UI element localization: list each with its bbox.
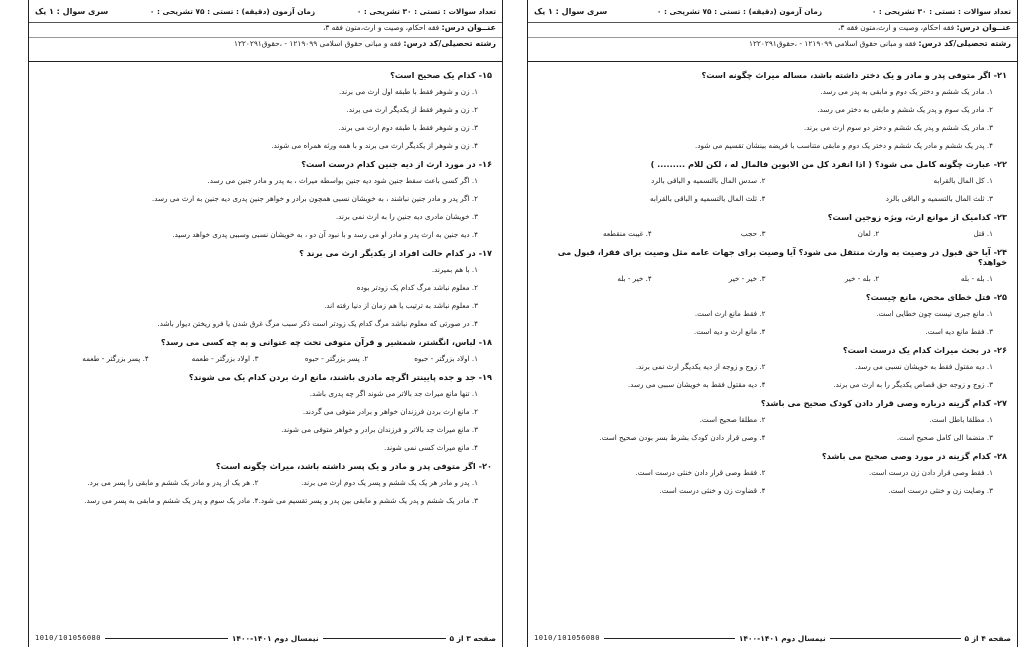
exam-time: زمان آزمون (دقیقه) : تستی : ۷۵ تشریحی : ۰ xyxy=(149,6,316,16)
answer-option: ۱. فقط وصی قرار دادن زن درست است. xyxy=(868,468,993,477)
question-title: ۱۹- جد و جده پایینتر اگرچه مادری باشند، مانع ارث بردن کدام یک می شوند؟ xyxy=(188,372,492,382)
answer-option: ۱. اگر کسی باعث سقط جنین شود دیه جنین بواسطه میراث ، به پدر و مادر جنین می رسد. xyxy=(207,176,478,185)
question-title: ۲۵- قتل خطای محض، مانع چیست؟ xyxy=(865,292,1007,302)
answer-option: ۱. با هم بمیرند. xyxy=(431,265,478,274)
page-footer xyxy=(534,631,1011,645)
answer-option: ۴. مانع میراث کسی نمی شوند. xyxy=(384,443,478,452)
answer-option: ۱. کل المال بالقرابه xyxy=(933,176,993,185)
answer-option: ۴. مانع ارث و دیه است. xyxy=(693,327,766,336)
field-label: رشته تحصیلی/کد درس: xyxy=(403,38,496,48)
answer-option: ۴. قضاوت زن و خنثی درست است. xyxy=(659,486,766,495)
answer-option: ۴. دیه مقتول فقط به خویشان سببی می رسد. xyxy=(627,380,766,389)
question-title: ۲۴- آیا حق قبول در وصیت به وارث منتقل می شود؟ آیا وصیت برای جهات عامه مثل وصیت برای فقرا، قبول می خواهد؟ xyxy=(557,247,1007,267)
field-code: فقه و مبانی حقوق اسلامی ۱۲۱۹۰۹۹ - ،حقوق۱۲۲۰۲۹۱ xyxy=(748,38,917,48)
answer-option: ۴. پسر بزرگتر - طعمه xyxy=(82,354,149,363)
answer-option: ۴. زن و شوهر از یکدیگر ارث می برند و با همه ورثه همراه می شوند. xyxy=(271,141,478,150)
answer-option: ۳. زن و شوهر فقط با طبقه دوم ارث می برند. xyxy=(338,123,478,132)
answer-option: ۲. زوج و زوجه از دیه یکدیگر ارث نمی برند. xyxy=(635,362,766,371)
page-footer xyxy=(35,631,496,645)
answer-option: ۳. منضما الی کامل صحیح است. xyxy=(896,433,993,442)
answer-option: ۳. خویشان مادری دیه جنین را به ارث نمی برند. xyxy=(335,212,478,221)
question-series: سری سوال : ۱ یک xyxy=(534,6,608,16)
answer-option: ۱. مادر یک ششم و دختر یک دوم و مابقی به پدر می رسد. xyxy=(820,87,993,96)
answer-option: ۱. تنها مانع میراث جد بالاتر می شوند اگر چه پدری باشد. xyxy=(309,389,478,398)
page-number: صفحه ۴ از ۵ xyxy=(964,633,1011,643)
answer-option: ۲. لعان xyxy=(857,229,880,238)
question-title: ۱۷- در کدام حالت افراد از یکدیگر ارث می برند ؟ xyxy=(299,248,492,258)
answer-option: ۱. مطلقا باطل است. xyxy=(929,415,993,424)
answer-option: ۱. اولاد بزرگتر - حبوه xyxy=(414,354,478,363)
answer-option: ۳. حجب xyxy=(740,229,766,238)
question-title: ۲۰- اگر متوفی پدر و مادر و یک پسر داشته باشد، میراث چگونه است؟ xyxy=(215,461,492,471)
question-title: ۲۱- اگر متوفی پدر و مادر و یک دختر داشته باشد، مساله میراث چگونه است؟ xyxy=(701,70,1007,80)
exam-time: زمان آزمون (دقیقه) : تستی : ۷۵ تشریحی : ۰ xyxy=(656,6,823,16)
answer-option: ۳. مادر یک ششم و پدر یک ششم و مابقی بین پدر و پسر تقسیم می شود. xyxy=(258,496,478,505)
question-title: ۲۶- در بحث میراث کدام یک درست است؟ xyxy=(842,345,1007,355)
field-code: فقه و مبانی حقوق اسلامی ۱۲۱۹۰۹۹ - ،حقوق۱۲۲۰۲۹۱ xyxy=(233,38,402,48)
exam-page-4 xyxy=(527,0,1018,647)
question-count: تعداد سوالات : تستی : ۳۰ تشریحی : ۰ xyxy=(356,6,496,16)
answer-option: ۲. مادر یک سوم و پدر یک ششم و مابقی به دختر می رسد. xyxy=(817,105,993,114)
answer-option: ۱. قتل xyxy=(973,229,993,238)
answer-option: ۱. دیه مقتول فقط به خویشان نسبی می رسد. xyxy=(855,362,993,371)
course-label: عنــوان درس: xyxy=(956,22,1011,32)
answer-option: ۲. مطلقا صحیح است. xyxy=(699,415,766,424)
answer-option: ۱. پدر و مادر هر یک یک ششم و پسر یک دوم ارث می برند. xyxy=(301,478,478,487)
answer-option: ۳. معلوم نباشد به ترتیب یا هم زمان از دنیا رفته اند. xyxy=(324,301,478,310)
term-label: نیمسال دوم ۱۴۰۱-۱۴۰۰ xyxy=(231,633,319,643)
answer-option: ۱. مانع جبری نیست چون خطایی است. xyxy=(876,309,993,318)
question-title: ۲۸- کدام گزینه در مورد وصی صحیح می باشد؟ xyxy=(821,451,1007,461)
answer-option: ۲. بله - خیر xyxy=(844,274,880,283)
question-count: تعداد سوالات : تستی : ۳۰ تشریحی : ۰ xyxy=(871,6,1011,16)
answer-option: ۱. بله - بله xyxy=(960,274,993,283)
answer-option: ۴. دیه جنین به ارث پدر و مادر او می رسد و با نبود آن دو ، به خویشان نسبی وسببی پدری خواهد رسید. xyxy=(172,230,478,239)
term-label: نیمسال دوم ۱۴۰۱-۱۴۰۰ xyxy=(738,633,826,643)
answer-option: ۲. فقط مانع ارث است. xyxy=(694,309,766,318)
answer-option: ۳. فقط مانع دیه است. xyxy=(925,327,993,336)
question-title: ۱۵- کدام یک صحیح است؟ xyxy=(390,70,492,80)
course-title: فقه احکام، وصیت و ارث،متون فقه ۳، xyxy=(322,22,440,32)
course-title: فقه احکام، وصیت و ارث،متون فقه ۳، xyxy=(837,22,955,32)
answer-option: ۳. ثلث المال بالتسمیه و الباقی بالرد xyxy=(885,194,993,203)
exam-code: 1010/101056080 xyxy=(34,634,101,642)
answer-option: ۴. ثلث المال بالتسمیه و الباقی بالقرابه xyxy=(650,194,766,203)
answer-option: ۳. زوج و زوجه حق قصاص یکدیگر را به ارث می برند. xyxy=(833,380,993,389)
field-label: رشته تحصیلی/کد درس: xyxy=(918,38,1011,48)
question-title: ۲۷- کدام گزینه درباره وصی قرار دادن کودک صحیح می باشد؟ xyxy=(760,398,1007,408)
answer-option: ۴. خیر - بله xyxy=(617,274,652,283)
answer-option: ۲. پسر بزرگتر - حبوه xyxy=(304,354,369,363)
answer-option: ۳. وصایت زن و خنثی درست است. xyxy=(888,486,993,495)
answer-option: ۲. معلوم نباشد مرگ کدام یک زودتر بوده xyxy=(356,283,478,292)
answer-option: ۴. پدر یک ششم و مادر یک ششم و دختر یک دوم و مابقی متناسب با فریضه بینشان تقسیم می شود. xyxy=(695,141,993,150)
answer-option: ۳. خیر - خیر xyxy=(728,274,766,283)
answer-option: ۴. غیبت منقطعه xyxy=(602,229,652,238)
question-title: ۲۳- کدامیک از موانع ارث، ویژه زوجین است؟ xyxy=(827,212,1007,222)
answer-option: ۴. وصی قرار دادن کودک بشرط بسر بودن صحیح است. xyxy=(599,433,766,442)
answer-option: ۲. فقط وصی قرار دادن خنثی درست است. xyxy=(635,468,766,477)
exam-page-3 xyxy=(28,0,503,647)
exam-code: 1010/101056080 xyxy=(533,634,600,642)
answer-option: ۴. در صورتی که معلوم نباشد مرگ کدام یک زودتر است ذکر سبب مرگ غرق شدن یا فرو ریختن دیوار باشد. xyxy=(157,319,478,328)
questions-list xyxy=(29,62,502,505)
answer-option: ۴. مادر یک سوم و پدر یک ششم و مابقی به پسر می رسد. xyxy=(84,496,259,505)
page-number: صفحه ۳ از ۵ xyxy=(449,633,496,643)
question-title: ۱۶- در مورد ارث از دیه جنین کدام درست است؟ xyxy=(301,159,492,169)
answer-option: ۱. زن و شوهر فقط با طبقه اول ارث می برند. xyxy=(339,87,478,96)
answer-option: ۳. اولاد بزرگتر - طعمه xyxy=(191,354,259,363)
question-title: ۱۸- لباس، انگشتر، شمشیر و قرآن متوفی تحت چه عنوانی و به چه کسی می رسد؟ xyxy=(160,337,492,347)
exam-header xyxy=(29,0,502,62)
exam-header xyxy=(528,0,1017,62)
answer-option: ۳. مانع میراث جد بالاتر و فرزندان برادر و خواهر متوفی می شوند. xyxy=(281,425,478,434)
answer-option: ۲. مانع ارث بردن فرزندان خواهر و برادر متوفی می گردند. xyxy=(302,407,478,416)
answer-option: ۲. سدس المال بالتسمیه و الباقی بالرد xyxy=(651,176,766,185)
answer-option: ۲. هر یک از پدر و مادر یک ششم و مابقی را پسر می برد. xyxy=(87,478,259,487)
question-title: ۲۲- عبارت چگونه کامل می شود؟ ( اذا انفرد کل من الابوین فالمال له ، لکن للام ......... ) xyxy=(650,159,1007,169)
answer-option: ۳. مادر یک ششم و پدر یک ششم و دختر دو سوم ارث می برند. xyxy=(803,123,993,132)
answer-option: ۲. زن و شوهر فقط از یکدیگر ارث می برند. xyxy=(346,105,478,114)
questions-list xyxy=(528,62,1017,495)
question-series: سری سوال : ۱ یک xyxy=(35,6,109,16)
course-label: عنــوان درس: xyxy=(441,22,496,32)
answer-option: ۲. اگر پدر و مادر جنین نباشند ، به خویشان نسبی همچون برادر و خواهر جنین پدری دیه جنین به ارث می رسد. xyxy=(151,194,478,203)
